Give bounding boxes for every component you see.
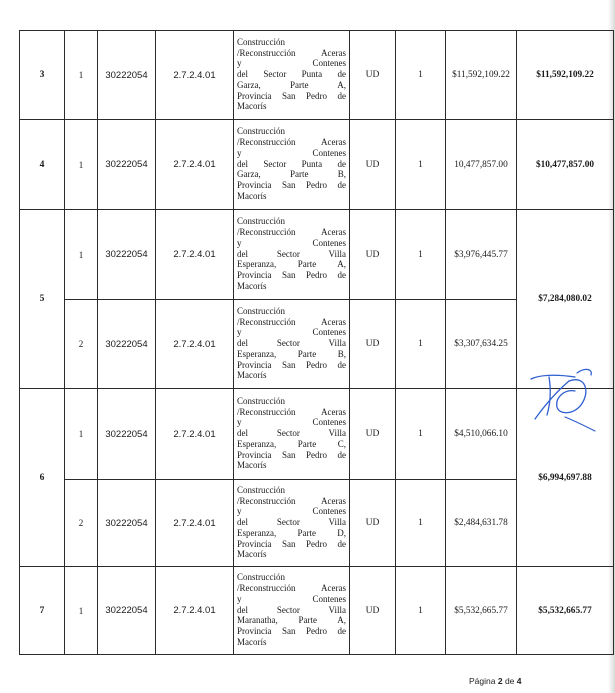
price-cell: $3,307,634.25	[446, 300, 517, 389]
description-line: /Reconstrucción Aceras	[237, 495, 346, 506]
description-line: Macorís	[237, 280, 267, 291]
unit-cell: UD	[350, 389, 396, 480]
description-line: /Reconstrucción Aceras	[237, 583, 346, 593]
current-page-number: 2	[497, 676, 503, 686]
code-cell: 30222054	[98, 120, 156, 210]
description-line: Garza, Parte B,	[237, 169, 346, 180]
of-word: de	[504, 676, 515, 686]
page-word: Página	[469, 676, 496, 686]
description-cell	[234, 31, 350, 120]
account-cell: 2.7.2.4.01	[156, 31, 234, 120]
code-cell: 30222054	[98, 31, 156, 120]
description-line: Construcción	[237, 305, 285, 316]
account-cell: 2.7.2.4.01	[156, 210, 234, 300]
unit-cell: UD	[350, 480, 396, 567]
account-cell: 2.7.2.4.01	[156, 120, 234, 210]
description-line: Esperanza, Parte D,	[237, 527, 346, 538]
total-pages-number: 4	[516, 676, 522, 686]
price-cell: $4,510,066.10	[446, 389, 517, 480]
sub-item-number: 1	[65, 389, 98, 480]
table-row	[20, 31, 614, 120]
description-line: y Contenes	[237, 58, 346, 69]
quantity-cell: 1	[396, 31, 446, 120]
description-line: del Sector Punta de	[237, 69, 346, 80]
description-line: Maranatha, Parte A,	[237, 615, 346, 626]
description-line: /Reconstrucción Aceras	[237, 406, 346, 417]
table-row	[20, 389, 614, 480]
description-cell	[234, 567, 350, 655]
total-cell: $7,284,080.02	[517, 210, 614, 389]
unit-cell: UD	[350, 210, 396, 300]
item-number: 5	[20, 210, 65, 389]
description-line: Construcción	[237, 36, 285, 47]
description-line: Construcción	[237, 484, 285, 495]
description-line: y Contenes	[237, 417, 346, 428]
description-line: Provincia San Pedro de	[237, 90, 346, 101]
description-line: Provincia San Pedro de	[237, 626, 346, 637]
table-row	[20, 210, 614, 300]
sub-item-number: 1	[65, 567, 98, 655]
quantity-cell: 1	[396, 567, 446, 655]
description-line: Provincia San Pedro de	[237, 270, 346, 281]
description-line: Provincia San Pedro de	[237, 449, 346, 460]
table-row	[20, 120, 614, 210]
description-cell	[234, 120, 350, 210]
description-line: /Reconstrucción Aceras	[237, 47, 346, 58]
item-number: 3	[20, 31, 65, 120]
sub-item-number: 2	[65, 480, 98, 567]
quantity-cell: 1	[396, 300, 446, 389]
description-line: Garza, Parte A,	[237, 79, 346, 90]
description-line: del Sector Villa	[237, 338, 346, 349]
account-cell: 2.7.2.4.01	[156, 300, 234, 389]
description-line: Construcción	[237, 572, 285, 583]
sub-item-number: 1	[65, 210, 98, 300]
signature-mark	[525, 365, 597, 439]
total-amount: $6,994,697.88	[538, 472, 592, 483]
description-line: Construcción	[237, 216, 285, 227]
description-line: Provincia San Pedro de	[237, 538, 346, 549]
description-line: Provincia San Pedro de	[237, 180, 346, 191]
description-line: Esperanza, Parte B,	[237, 348, 346, 359]
unit-cell: UD	[350, 120, 396, 210]
quantity-cell: 1	[396, 120, 446, 210]
code-cell: 30222054	[98, 389, 156, 480]
price-cell: $11,592,109.22	[446, 31, 517, 120]
description-line: Macorís	[237, 190, 267, 201]
code-cell: 30222054	[98, 480, 156, 567]
description-line: Construcción	[237, 126, 285, 137]
item-number: 7	[20, 567, 65, 655]
code-cell: 30222054	[98, 210, 156, 300]
price-cell: $3,976,445.77	[446, 210, 517, 300]
code-cell: 30222054	[98, 300, 156, 389]
description-line: Macorís	[237, 636, 267, 647]
price-cell: $2,484,631.78	[446, 480, 517, 567]
description-line: Esperanza, Parte C,	[237, 438, 346, 449]
quantity-cell: 1	[396, 389, 446, 480]
description-line: Esperanza, Parte A,	[237, 259, 346, 270]
description-cell	[234, 210, 350, 300]
unit-cell: UD	[350, 31, 396, 120]
description-line: y Contenes	[237, 506, 346, 517]
page-number-footer	[469, 676, 522, 686]
item-number: 4	[20, 120, 65, 210]
description-cell	[234, 480, 350, 567]
description-line: del Sector Punta de	[237, 158, 346, 169]
account-cell: 2.7.2.4.01	[156, 389, 234, 480]
description-line: Macorís	[237, 370, 267, 381]
unit-cell: UD	[350, 567, 396, 655]
description-cell	[234, 300, 350, 389]
unit-cell: UD	[350, 300, 396, 389]
total-cell: $5,532,665.77	[517, 567, 614, 655]
description-line: y Contenes	[237, 147, 346, 158]
account-cell: 2.7.2.4.01	[156, 480, 234, 567]
description-line: del Sector Villa	[237, 517, 346, 528]
total-cell: $10,477,857.00	[517, 120, 614, 210]
description-line: Macorís	[237, 549, 267, 560]
description-line: /Reconstrucción Aceras	[237, 227, 346, 237]
total-cell	[517, 389, 614, 567]
description-line: /Reconstrucción Aceras	[237, 316, 346, 327]
description-line: y Contenes	[237, 593, 346, 604]
description-line: y Contenes	[237, 237, 346, 248]
description-line: /Reconstrucción Aceras	[237, 137, 346, 147]
quantity-cell: 1	[396, 210, 446, 300]
price-cell: 10,477,857.00	[446, 120, 517, 210]
price-cell: $5,532,665.77	[446, 567, 517, 655]
table-row	[20, 567, 614, 655]
sub-item-number: 2	[65, 300, 98, 389]
description-line: del Sector Villa	[237, 248, 346, 259]
item-number: 6	[20, 389, 65, 567]
description-line: y Contenes	[237, 327, 346, 338]
works-table	[19, 30, 614, 655]
description-line: del Sector Villa	[237, 428, 346, 439]
sub-item-number: 1	[65, 120, 98, 210]
account-cell: 2.7.2.4.01	[156, 567, 234, 655]
quantity-cell: 1	[396, 480, 446, 567]
description-line: Macorís	[237, 101, 267, 112]
description-cell	[234, 389, 350, 480]
description-line: Provincia San Pedro de	[237, 359, 346, 370]
total-cell: $11,592,109.22	[517, 31, 614, 120]
sub-item-number: 1	[65, 31, 98, 120]
description-line: del Sector Villa	[237, 604, 346, 615]
description-line: Macorís	[237, 460, 267, 471]
code-cell: 30222054	[98, 567, 156, 655]
description-line: Construcción	[237, 395, 285, 406]
